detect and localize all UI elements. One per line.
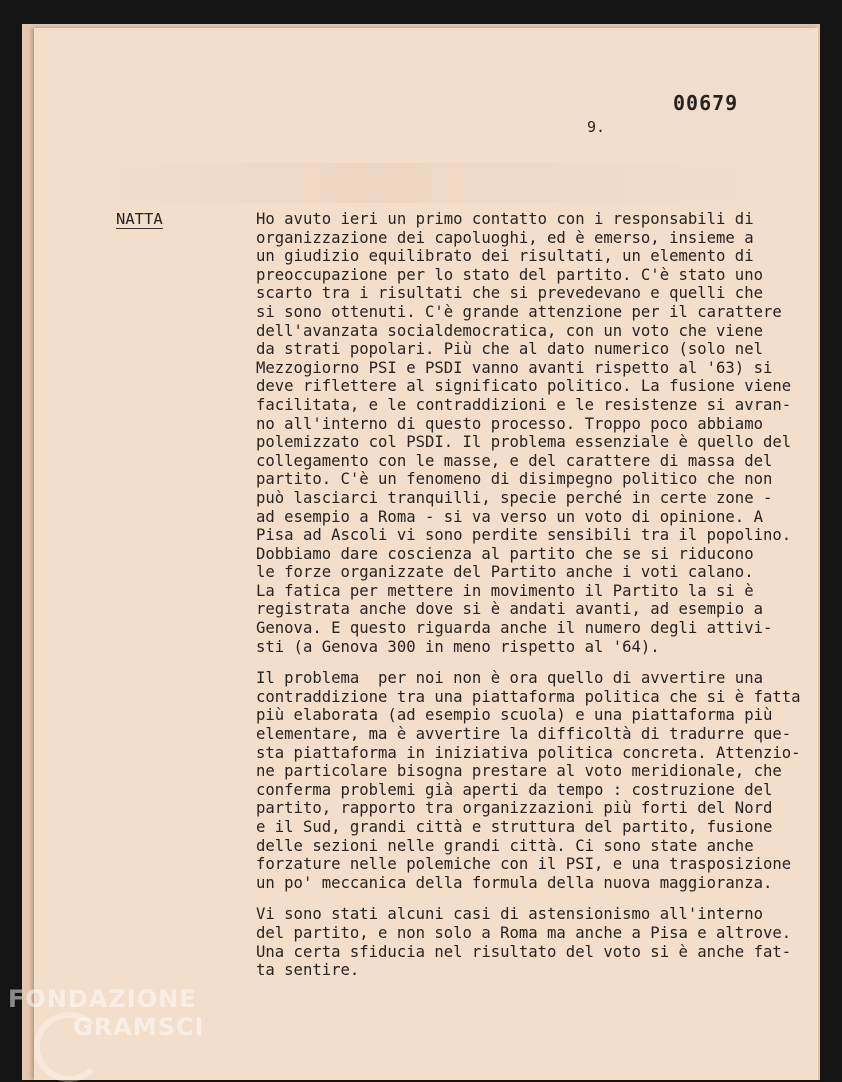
bleed-through-shadow xyxy=(104,163,764,203)
text-line: le forze organizzate del Partito anche i voti calano. xyxy=(256,563,754,582)
text-line: ad esempio a Roma - si va verso un voto di opinione. A xyxy=(256,507,763,526)
watermark-line-1: FONDAZIONE xyxy=(8,985,197,1013)
text-line: si sono ottenuti. C'è grande attenzione per il carattere xyxy=(256,302,782,321)
text-line: del partito, e non solo a Roma ma anche a Pisa e altrove. xyxy=(256,923,792,942)
text-line: preoccupazione per lo stato del partito. C'è stato uno xyxy=(256,265,763,284)
text-line: organizzazione dei capoluoghi, ed è emerso, insieme a xyxy=(256,228,754,247)
page-number: 9. xyxy=(587,118,606,136)
text-line: collegamento con le masse, e del carattere di massa del xyxy=(256,451,773,470)
text-line: un po' meccanica della formula della nuova maggioranza. xyxy=(256,873,773,892)
text-line: ta sentire. xyxy=(256,961,360,980)
text-line: dell'avanzata socialdemocratica, con un voto che viene xyxy=(256,321,763,340)
text-line: contraddizione tra una piattaforma politica che si è fatta xyxy=(256,687,801,706)
watermark xyxy=(8,985,204,1041)
text-line: elementare, ma è avvertire la difficoltà di tradurre que- xyxy=(256,725,792,744)
text-line: un giudizio equilibrato dei risultati, un elemento di xyxy=(256,247,754,266)
paragraph-3 xyxy=(256,905,828,979)
text-line: sti (a Genova 300 in meno rispetto al '64). xyxy=(256,637,660,656)
paragraph-2 xyxy=(256,669,828,892)
text-line: Genova. E questo riguarda anche il numero degli attivi- xyxy=(256,619,773,638)
text-line: registrata anche dove si è andati avanti, ad esempio a xyxy=(256,600,763,619)
text-line: partito, rapporto tra organizzazioni più forti del Nord xyxy=(256,799,773,818)
paragraph-1 xyxy=(256,210,828,656)
text-line: deve riflettere al significato politico. La fusione viene xyxy=(256,377,792,396)
document-page xyxy=(34,28,818,1080)
text-line: scarto tra i risultati che si prevedevano e quelli che xyxy=(256,284,763,303)
text-line: partito. C'è un fenomeno di disimpegno politico che non xyxy=(256,470,773,489)
text-line: sta piattaforma in iniziativa politica concreta. Attenzio- xyxy=(256,743,801,762)
speaker-name: NATTA xyxy=(116,210,163,228)
text-line: polemizzato col PSDI. Il problema essenziale è quello del xyxy=(256,433,792,452)
document-number: 00679 xyxy=(673,91,739,115)
text-line: Una certa sfiducia nel risultato del voto si è anche fat- xyxy=(256,942,792,961)
text-line: Pisa ad Ascoli vi sono perdite sensibili tra il popolino. xyxy=(256,526,792,545)
text-line: più elaborata (ad esempio scuola) e una piattaforma più xyxy=(256,706,773,725)
speech-body xyxy=(256,210,828,993)
text-line: no all'interno di questo processo. Troppo poco abbiamo xyxy=(256,414,763,433)
text-line: delle sezioni nelle grandi città. Ci sono state anche xyxy=(256,836,754,855)
text-line: da strati popolari. Più che al dato numerico (solo nel xyxy=(256,340,763,359)
text-line: facilitata, e le contraddizioni e le resistenze si avran- xyxy=(256,395,792,414)
text-line: Il problema per noi non è ora quello di avvertire una xyxy=(256,669,763,688)
text-line: e il Sud, grandi città e struttura del partito, fusione xyxy=(256,818,773,836)
text-line: forzature nelle polemiche con il PSI, e una trasposizione xyxy=(256,855,792,874)
text-line: conferma problemi già aperti da tempo : costruzione del xyxy=(256,780,773,799)
text-line: Mezzogiorno PSI e PSDI vanno avanti rispetto al '63) si xyxy=(256,358,773,377)
text-line: ne particolare bisogna prestare al voto meridionale, che xyxy=(256,762,782,781)
text-line: Dobbiamo dare coscienza al partito che se si riducono xyxy=(256,544,754,563)
text-line: può lasciarci tranquilli, specie perché in certe zone - xyxy=(256,488,773,507)
text-line: Ho avuto ieri un primo contatto con i responsabili di xyxy=(256,210,754,228)
text-line: La fatica per mettere in movimento il Partito la si è xyxy=(256,581,754,600)
watermark-line-2: GRAMSCI xyxy=(73,1013,205,1041)
text-line: Vi sono stati alcuni casi di astensionismo all'interno xyxy=(256,905,763,924)
